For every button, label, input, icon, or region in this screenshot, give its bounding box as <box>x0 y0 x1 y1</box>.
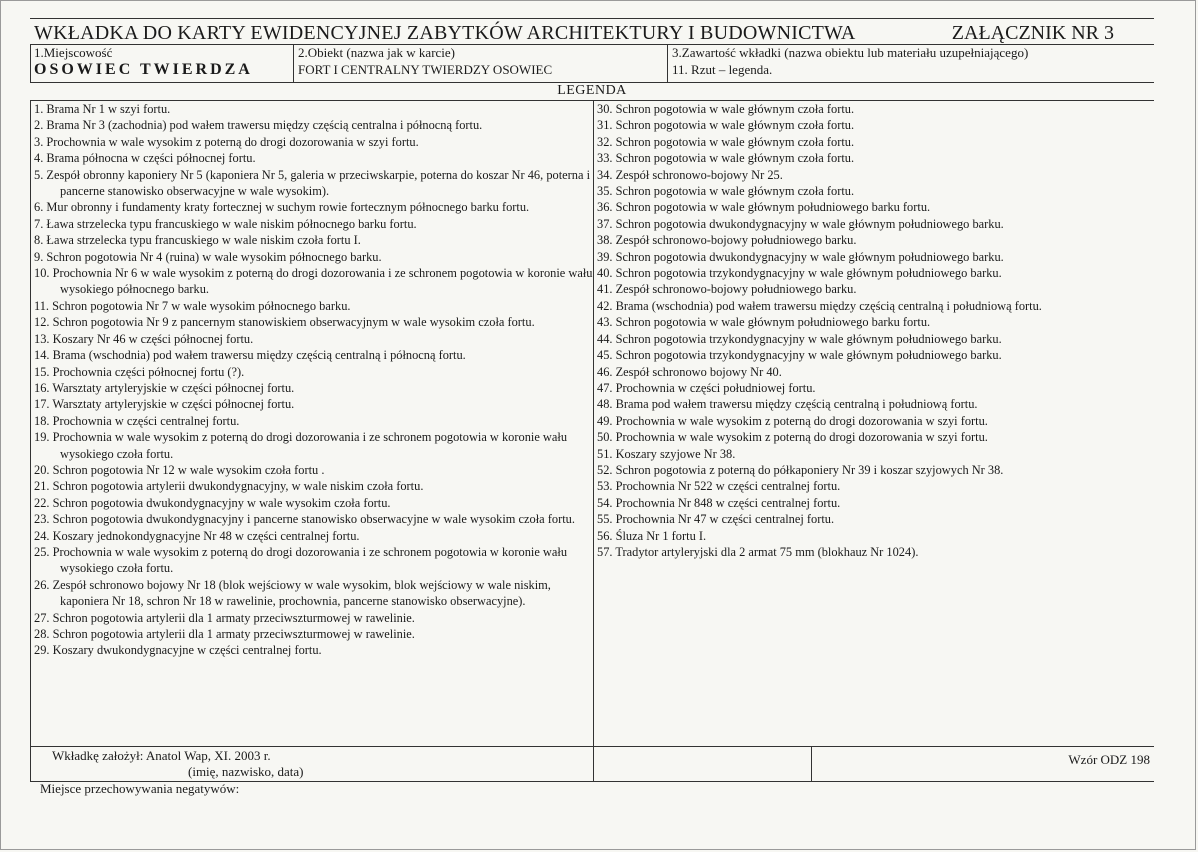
legend-item: 43. Schron pogotowia w wale głównym południowego barku fortu. <box>597 315 931 330</box>
legend-item: 44. Schron pogotowia trzykondygnacyjny w wale głównym południowego barku. <box>597 331 1002 346</box>
content-value: 11. Rzut – legenda. <box>672 62 773 77</box>
author-line: Wkładkę założył: Anatol Wap, XI. 2003 r. <box>52 748 271 763</box>
legend-item: 45. Schron pogotowia trzykondygnacyjny w wale głównym południowego barku. <box>597 348 1002 363</box>
form-title: WKŁADKA DO KARTY EWIDENCYJNEJ ZABYTKÓW ARCHITEKTURY I BUDOWNICTWA <box>34 22 856 44</box>
place-value: OSOWIEC TWIERDZA <box>34 61 253 78</box>
legend-item: 34. Zespół schronowo-bojowy Nr 25. <box>597 167 783 182</box>
legend-item: 47. Prochownia w części południowej fortu. <box>597 380 816 395</box>
legend-item: 54. Prochownia Nr 848 w części centralnej fortu. <box>597 495 841 510</box>
legend-item: 53. Prochownia Nr 522 w części centralnej fortu. <box>597 479 841 494</box>
legend-item: 17. Warsztaty artyleryjskie w części północnej fortu. <box>34 397 295 412</box>
negatives-location: Miejsce przechowywania negatywów: <box>40 781 240 796</box>
place-label: 1.Miejscowość <box>34 45 113 60</box>
legend-item: 5. Zespół obronny kaponiery Nr 5 (kaponiera Nr 5, galeria w przeciwskarpie, poterna do koszar Nr 46, poterna i pancerne stanowisko obserwacyjne w wale wysokim). <box>34 167 591 199</box>
object-label: 2.Obiekt (nazwa jak w karcie) <box>298 45 456 60</box>
legend-item: 23. Schron pogotowia dwukondygnacyjny i pancerne stanowisko obserwacyjne w wale wysokim czoła fortu. <box>34 512 575 527</box>
legend-item: 24. Koszary jednokondygnacyjne Nr 48 w części centralnej fortu. <box>34 528 360 543</box>
legend-item: 19. Prochownia w wale wysokim z poterną do drogi dozorowania i ze schronem pogotowia w koronie wału wysokiego czoła fortu. <box>34 430 568 461</box>
legend-item: 38. Zespół schronowo-bojowy południowego barku. <box>597 233 857 248</box>
legend-item: 25. Prochownia w wale wysokim z poterną do drogi dozorowania i ze schronem pogotowia w koronie wału wysokiego czoła fortu. <box>34 544 568 576</box>
author-hint: (imię, nazwisko, data) <box>188 764 304 779</box>
legend-item: 30. Schron pogotowia w wale głównym czoła fortu. <box>597 102 855 116</box>
legend-item: 22. Schron pogotowia dwukondygnacyjny w wale wysokim czoła fortu. <box>34 495 391 510</box>
form-code: Wzór ODZ 198 <box>1068 752 1150 767</box>
legend-item: 16. Warsztaty artyleryjskie w części północnej fortu. <box>34 380 295 395</box>
legend-item: 21. Schron pogotowia artylerii dwukondygnacyjny, w wale niskim czoła fortu. <box>34 479 424 494</box>
legend-right-column <box>597 101 1152 560</box>
legend-bottom-rule <box>30 746 1154 747</box>
legend-item: 6. Mur obronny i fundamenty kraty fortecznej w suchym rowie fortecznym północnego barku fortu. <box>34 200 530 215</box>
legend-item: 14. Brama (wschodnia) pod wałem trawersu między częścią centralną i północną fortu. <box>34 348 466 363</box>
content-label: 3.Zawartość wkładki (nazwa obiektu lub materiału uzupełniającego) <box>672 45 1029 60</box>
top-rule <box>30 18 1154 19</box>
legend-left-list <box>34 101 594 659</box>
legend-item: 33. Schron pogotowia w wale głównym czoła fortu. <box>597 151 855 166</box>
legend-item: 52. Schron pogotowia z poterną do półkaponiery Nr 39 i koszar szyjowych Nr 38. <box>597 462 1004 477</box>
legend-item: 36. Schron pogotowia w wale głównym południowego barku fortu. <box>597 200 931 215</box>
legend-left-edge <box>30 100 31 746</box>
legend-item: 3. Prochownia w wale wysokim z poterną do drogi dozorowania w szyi fortu. <box>34 134 419 149</box>
legend-item: 10. Prochownia Nr 6 w wale wysokim z poterną do drogi dozorowania i ze schronem pogotowia w koronie wału wysokiego północnego barku. <box>34 266 593 297</box>
legend-item: 31. Schron pogotowia w wale głównym czoła fortu. <box>597 118 855 133</box>
legend-item: 2. Brama Nr 3 (zachodnia) pod wałem trawersu między częścią centralna i północną fortu. <box>34 118 483 133</box>
legend-item: 4. Brama północna w części północnej fortu. <box>34 151 256 166</box>
legend-item: 12. Schron pogotowia Nr 9 z pancernym stanowiskiem obserwacyjnym w wale wysokim czoła fortu. <box>34 315 535 330</box>
legend-item: 49. Prochownia w wale wysokim z poterną do drogi dozorowania w szyi fortu. <box>597 413 988 428</box>
legend-item: 35. Schron pogotowia w wale głównym czoła fortu. <box>597 184 855 199</box>
legend-item: 42. Brama (wschodnia) pod wałem trawersu między częścią centralną i południową fortu. <box>597 298 1042 313</box>
legend-item: 40. Schron pogotowia trzykondygnacyjny w wale głównym południowego barku. <box>597 266 1002 281</box>
legend-item: 57. Tradytor artyleryjski dla 2 armat 75 mm (blokhauz Nr 1024). <box>597 544 919 559</box>
legend-item: 56. Śluza Nr 1 fortu I. <box>597 528 707 543</box>
footer-left-edge <box>30 746 31 781</box>
legend-title: LEGENDA <box>557 83 627 98</box>
legend-item: 48. Brama pod wałem trawersu między częścią centralną i południową fortu. <box>597 397 978 412</box>
legend-item: 20. Schron pogotowia Nr 12 w wale wysokim czoła fortu . <box>34 462 325 477</box>
legend-item: 18. Prochownia w części centralnej fortu. <box>34 413 240 428</box>
legend-item: 32. Schron pogotowia w wale głównym czoła fortu. <box>597 134 855 149</box>
legend-item: 46. Zespół schronowo bojowy Nr 40. <box>597 364 782 379</box>
legend-item: 27. Schron pogotowia artylerii dla 1 armaty przeciwszturmowej w rawelinie. <box>34 610 415 625</box>
legend-item: 26. Zespół schronowo bojowy Nr 18 (blok wejściowy w wale wysokim, blok wejściowy w wale niskim, kaponiera Nr 18, schron Nr 18 w rawelinie, prochownia, pancerne stanowisko obserwacyjne). <box>34 577 551 609</box>
legend-item: 11. Schron pogotowia Nr 7 w wale wysokim północnego barku. <box>34 298 351 313</box>
legend-item: 50. Prochownia w wale wysokim z poterną do drogi dozorowania w szyi fortu. <box>597 430 988 445</box>
annex-number: ZAŁĄCZNIK NR 3 <box>951 22 1114 44</box>
legend-item: 28. Schron pogotowia artylerii dla 1 armaty przeciwszturmowej w rawelinie. <box>34 627 415 641</box>
fields-divider-1 <box>293 44 294 82</box>
legend-item: 41. Zespół schronowo-bojowy południowego barku. <box>597 282 857 297</box>
legend-item: 8. Ława strzelecka typu francuskiego w wale niskim czoła fortu I. <box>34 233 361 248</box>
footer-divider <box>811 746 812 781</box>
legend-item: 13. Koszary Nr 46 w części północnej fortu. <box>34 331 254 346</box>
legend-item: 51. Koszary szyjowe Nr 38. <box>597 446 736 461</box>
legend-item: 15. Prochownia części północnej fortu (?). <box>34 364 245 379</box>
legend-right-list <box>597 101 1152 560</box>
legend-left-column <box>34 101 594 659</box>
fields-left-edge <box>30 44 31 82</box>
legend-item: 37. Schron pogotowia dwukondygnacyjny w wale głównym południowego barku. <box>597 216 1004 231</box>
legend-item: 29. Koszary dwukondygnacyjne w części centralnej fortu. <box>34 643 322 658</box>
fields-divider-2 <box>667 44 668 82</box>
object-value: FORT I CENTRALNY TWIERDZY OSOWIEC <box>298 62 553 77</box>
legend-item: 55. Prochownia Nr 47 w części centralnej fortu. <box>597 512 835 527</box>
legend-item: 7. Ława strzelecka typu francuskiego w wale niskim północnego barku fortu. <box>34 216 417 231</box>
legend-item: 39. Schron pogotowia dwukondygnacyjny w wale głównym południowego barku. <box>597 249 1004 264</box>
legend-item: 1. Brama Nr 1 w szyi fortu. <box>34 102 171 116</box>
legend-item: 9. Schron pogotowia Nr 4 (ruina) w wale wysokim północnego barku. <box>34 249 382 264</box>
